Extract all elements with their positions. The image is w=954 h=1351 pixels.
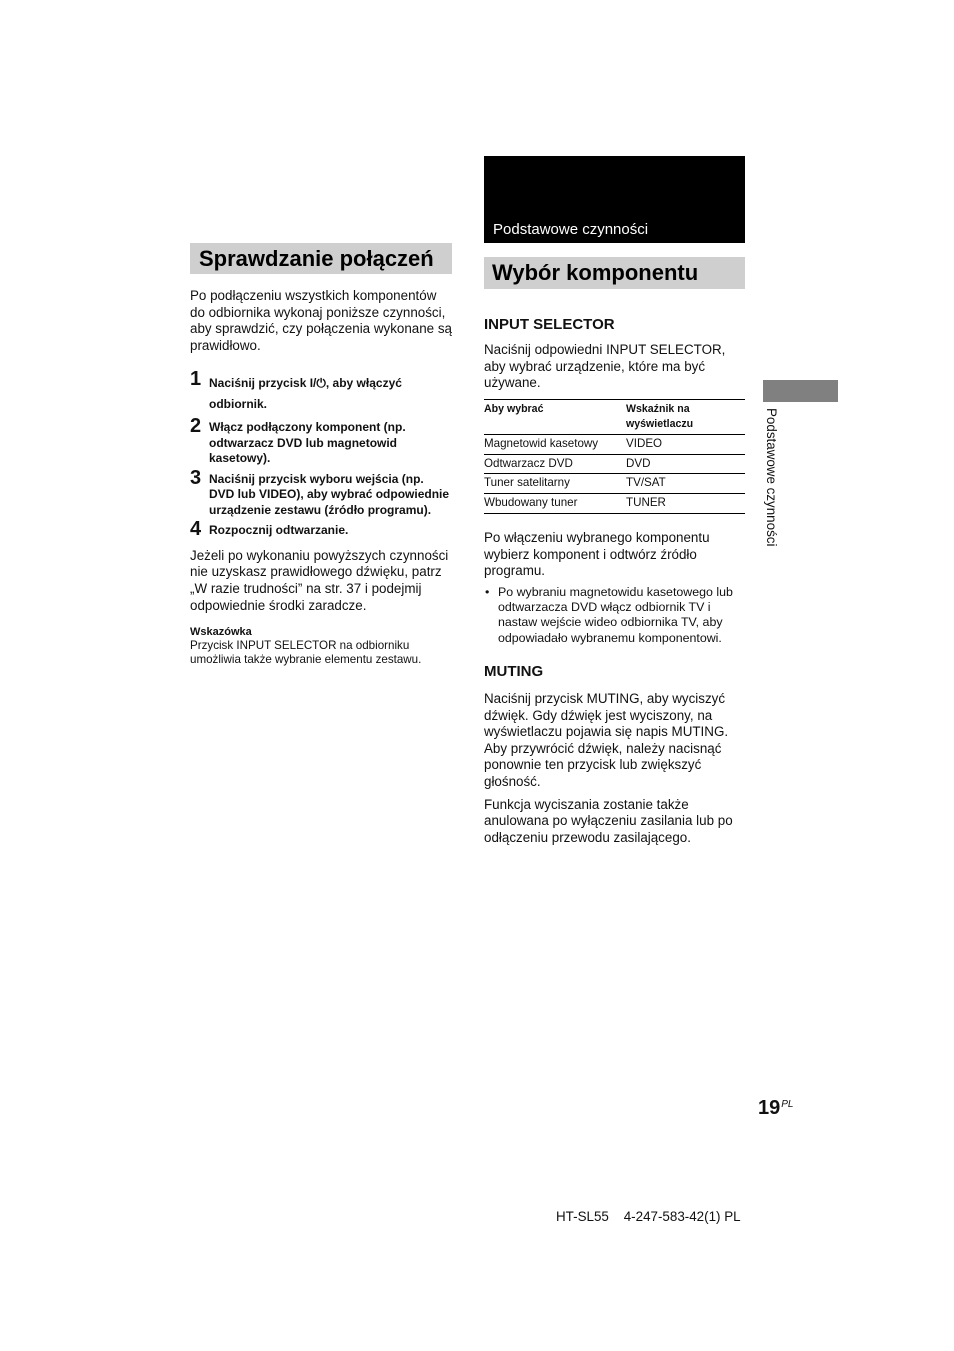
muting-paragraph-1: Naciśnij przycisk MUTING, aby wyciszyć dźwięk. Gdy dźwięk jest wyciszony, na wyświetlaczu pojawia się napis MUTING. Aby przywrócić dźwięk, należy nacisnąć ponownie ten przycisk lub zwiększyć głośność. xyxy=(484,690,729,789)
footer-model-code: HT-SL55 4-247-583-42(1) PL xyxy=(556,1209,741,1224)
after-table-paragraph: Po włączeniu wybranego komponentu wybierz komponent i odtwórz źródło programu. xyxy=(484,529,710,579)
table-row xyxy=(484,474,745,494)
section-title-checking-connections: Sprawdzanie połączeń xyxy=(190,243,452,274)
step-number: 3 xyxy=(190,466,202,489)
side-tab-marker xyxy=(763,380,838,402)
table-header-cell: Wskaźnik na wyświetlaczu xyxy=(626,399,745,434)
left-column xyxy=(190,243,452,668)
troubleshoot-paragraph: Jeżeli po wykonaniu powyższych czynności nie uzyskasz prawidłowego dźwięku, patrz „W razie trudności” na str. 37 i podejmij odpowiednie środki zaradcze. xyxy=(190,547,449,613)
table-cell: TV/SAT xyxy=(626,474,745,494)
table-row xyxy=(484,494,745,514)
input-selector-heading: INPUT SELECTOR xyxy=(484,316,615,333)
step-text: Rozpocznij odtwarzanie. xyxy=(209,523,349,538)
step-item xyxy=(190,518,452,541)
step-item xyxy=(190,368,452,415)
step-item xyxy=(190,415,452,467)
muting-paragraph-2: Funkcja wyciszania zostanie także anulowana po wyłączeniu zasilania lub po odłączeniu przewodu zasilającego. xyxy=(484,796,733,845)
table-cell: VIDEO xyxy=(626,434,745,454)
chapter-band xyxy=(484,156,745,243)
table-cell: Tuner satelitarny xyxy=(484,474,626,494)
step-number: 1 xyxy=(190,368,202,391)
right-column xyxy=(484,257,745,846)
table-cell: Odtwarzacz DVD xyxy=(484,454,626,474)
table-cell: TUNER xyxy=(626,494,745,514)
step-number: 4 xyxy=(190,518,202,541)
table-header-row xyxy=(484,399,745,434)
table-row xyxy=(484,434,745,454)
step-text: Naciśnij przycisk wyboru wejścia (np. DVD lub VIDEO), aby wybrać odpowiednie urządzenie zestawu (źródło programu). xyxy=(209,471,450,517)
input-selector-paragraph: Naciśnij odpowiedni INPUT SELECTOR, aby wybrać urządzenie, które ma być używane. xyxy=(484,342,726,391)
table-cell: DVD xyxy=(626,454,745,474)
page-language: PL xyxy=(781,1099,794,1110)
tip-text: Przycisk INPUT SELECTOR na odbiorniku umożliwia także wybranie elementu zestawu. xyxy=(190,639,422,667)
step-number: 2 xyxy=(190,415,202,438)
steps-list xyxy=(190,368,452,541)
section-title-component-selection: Wybór komponentu xyxy=(484,257,745,289)
side-tab-label: Podstawowe czynności xyxy=(764,408,779,547)
selector-table xyxy=(484,399,745,514)
table-row xyxy=(484,454,745,474)
tip-title: Wskazówka xyxy=(190,626,252,639)
muting-heading: MUTING xyxy=(484,662,544,680)
step-text: Włącz podłączony komponent (np. odtwarzacz DVD lub magnetowid kasetowy). xyxy=(209,420,406,466)
table-cell: Magnetowid kasetowy xyxy=(484,434,626,454)
page-number-value: 19 xyxy=(758,1097,781,1119)
table-header-cell: Aby wybrać xyxy=(484,399,626,434)
chapter-label: Podstawowe czynności xyxy=(493,221,649,238)
bullet-item xyxy=(484,585,745,646)
step-item xyxy=(190,466,452,519)
page-number xyxy=(758,1097,793,1120)
intro-paragraph: Po podłączeniu wszystkich komponentów do odbiornika wykonaj poniższe czynności, aby sprawdzić, czy połączenia wykonane są prawidłowo. xyxy=(190,288,452,353)
bullet-text: Po wybraniu magnetowidu kasetowego lub odtwarzacza DVD włącz odbiornik TV i nastaw wejście wideo odbiornika TV, aby odpowiadało wybranemu komponentowi. xyxy=(498,584,733,645)
step-text: Naciśnij przycisk I/⏻, aby włączyć odbiornik. xyxy=(209,376,402,412)
bullet-dot-icon: • xyxy=(485,584,490,599)
table-cell: Wbudowany tuner xyxy=(484,494,626,514)
